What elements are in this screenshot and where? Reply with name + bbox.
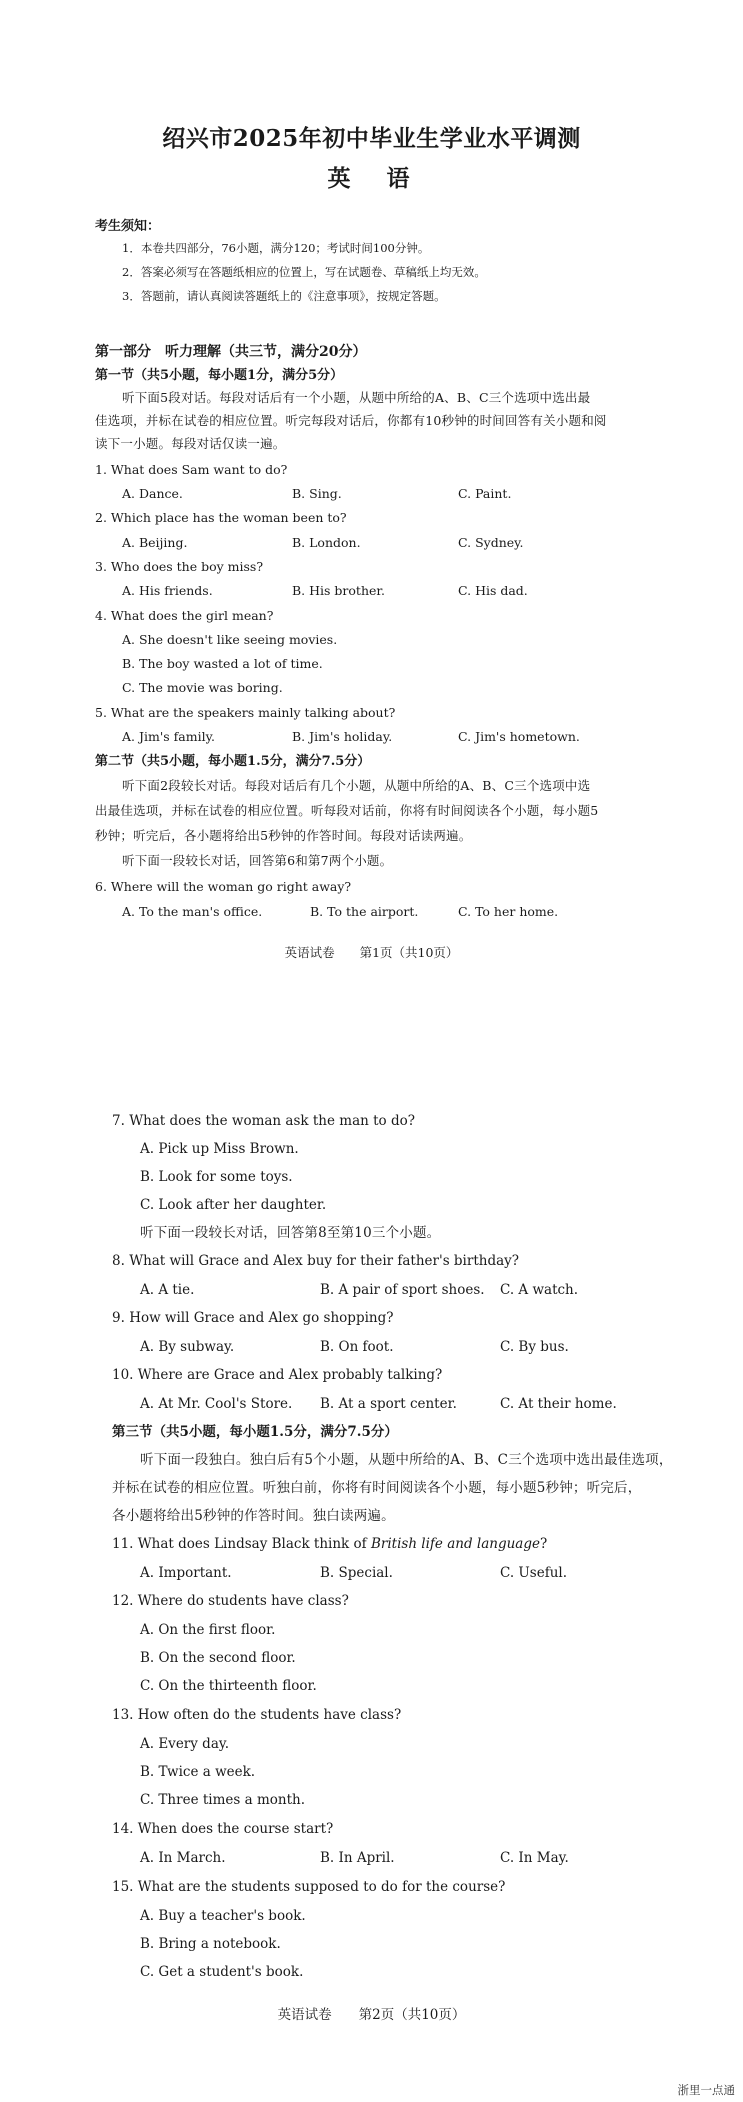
section2-instruction: 听下面2段较长对话。每段对话后有几个小题，从题中所给的A、B、C三个选项中选 [122, 778, 591, 793]
option-a: A. In March. [140, 1850, 226, 1866]
question-text: Where are Grace and Alex probably talking? [137, 1367, 443, 1383]
question [112, 1312, 394, 1326]
question-text: How will Grace and Alex go shopping? [129, 1310, 394, 1326]
question [95, 561, 263, 574]
option-b: B. A pair of sport shoes. [320, 1282, 485, 1298]
question-number: 1. [95, 462, 107, 477]
option-b: B. Jim's holiday. [292, 729, 393, 744]
question-number: 13. [112, 1707, 134, 1723]
option-b: B. To the airport. [310, 904, 419, 919]
exam-subject: 英语 [327, 165, 446, 192]
question-text: Who does the boy miss? [110, 559, 264, 574]
option-c: C. By bus. [500, 1339, 569, 1355]
option-b: B. At a sport center. [320, 1396, 457, 1412]
question-text: What does Sam want to do? [110, 462, 288, 477]
option-a: A. By subway. [140, 1339, 235, 1355]
option-b: B. In April. [320, 1850, 395, 1866]
question-number: 9. [112, 1310, 125, 1326]
option-c: C. Sydney. [458, 535, 524, 550]
question-text: Which place has the woman been to? [110, 510, 347, 525]
option-a: A. Beijing. [122, 535, 188, 550]
option-c: C. On the thirteenth floor. [140, 1678, 317, 1694]
option-a: A. Buy a teacher's book. [140, 1908, 306, 1924]
section2-instruction: 听下面一段较长对话，回答第6和第7两个小题。 [122, 853, 393, 868]
option-b: B. Sing. [292, 486, 342, 501]
question-number: 8. [112, 1253, 125, 1269]
question [95, 881, 351, 894]
option-c: C. His dad. [458, 583, 528, 598]
question [112, 1881, 505, 1895]
question-text: What are the students supposed to do for the course? [137, 1879, 506, 1895]
question [112, 1115, 415, 1129]
option-c: C. To her home. [458, 904, 559, 919]
notice-heading: 考生须知： [95, 219, 161, 234]
question-text-suffix: ? [539, 1536, 548, 1552]
question-number: 14. [112, 1821, 134, 1837]
option-c: C. Look after her daughter. [140, 1197, 327, 1213]
notice-item: 1．本卷共四部分，76小题，满分120；考试时间100分钟。 [122, 241, 430, 255]
option-b: B. Bring a notebook. [140, 1936, 281, 1952]
question-number: 11. [112, 1536, 134, 1552]
question-text: What will Grace and Alex buy for their father's birthday? [129, 1253, 520, 1269]
exam-title: 绍兴市2025年初中毕业生学业水平调测 [162, 125, 581, 152]
question-number: 5. [95, 705, 107, 720]
option-b: B. On foot. [320, 1339, 394, 1355]
question [95, 707, 395, 720]
section2-title: 第二节（共5小题，每小题1.5分，满分7.5分） [95, 754, 371, 769]
option-c: C. At their home. [500, 1396, 617, 1412]
option-c: C. Get a student's book. [140, 1964, 304, 1980]
question-number: 2. [95, 510, 107, 525]
option-c: C. In May. [500, 1850, 569, 1866]
option-b: B. Special. [320, 1565, 393, 1581]
notice-item: 3．答题前，请认真阅读答题纸上的《注意事项》，按规定答题。 [122, 289, 446, 303]
section1-title: 第一节（共5小题，每小题1分，满分5分） [95, 368, 344, 383]
option-c: C. Useful. [500, 1565, 568, 1581]
option-a: A. Every day. [140, 1736, 229, 1752]
option-b: B. On the second floor. [140, 1650, 296, 1666]
question [112, 1595, 349, 1609]
question [95, 464, 287, 477]
option-b: B. Look for some toys. [140, 1169, 293, 1185]
exam-page-2 [0, 1090, 743, 2102]
section3-title: 第三节（共5小题，每小题1.5分，满分7.5分） [112, 1424, 398, 1440]
question-text: Where do students have class? [137, 1593, 349, 1609]
page-footer: 英语试卷 第2页（共10页） [277, 2007, 466, 2023]
section1-instruction: 佳选项，并标在试卷的相应位置。听完每段对话后，你都有10秒钟的时间回答有关小题和阅 [95, 413, 607, 428]
section2-instruction: 出最佳选项，并标在试卷的相应位置。听每段对话前，你将有时间阅读各个小题，每小题5 [95, 803, 599, 818]
question [95, 610, 273, 623]
option-a: A. At Mr. Cool's Store. [140, 1396, 293, 1412]
option-b: B. London. [292, 535, 361, 550]
part1-title: 第一部分 听力理解（共三节，满分20分） [95, 344, 367, 360]
option-c: C. Jim's hometown. [458, 729, 580, 744]
section3-instruction: 听下面一段独白。独白后有5个小题，从题中所给的A、B、C三个选项中选出最佳选项， [140, 1452, 673, 1468]
question-number: 12. [112, 1593, 134, 1609]
option-b: B. Twice a week. [140, 1764, 256, 1780]
section2-instruction: 秒钟；听完后，各小题将给出5秒钟的作答时间。每段对话读两遍。 [95, 828, 472, 843]
question-text: What are the speakers mainly talking about? [110, 705, 396, 720]
option-a: A. Important. [140, 1565, 232, 1581]
option-a: A. To the man's office. [122, 904, 263, 919]
question-number: 3. [95, 559, 107, 574]
section1-instruction: 听下面5段对话。每段对话后有一个小题，从题中所给的A、B、C三个选项中选出最 [122, 390, 591, 405]
option-c: C. Three times a month. [140, 1792, 305, 1808]
section1-instruction: 读下一小题。每段对话仅读一遍。 [95, 436, 286, 451]
question-number: 7. [112, 1113, 125, 1129]
question-text-italic: British life and language [370, 1536, 540, 1552]
question [95, 512, 347, 525]
question-text: How often do the students have class? [137, 1707, 402, 1723]
question-text: What does Lindsay Black think of [137, 1536, 371, 1552]
option-a: A. On the first floor. [140, 1622, 276, 1638]
question [112, 1255, 519, 1269]
question-text: What does the girl mean? [110, 608, 274, 623]
question-text: When does the course start? [137, 1821, 334, 1837]
watermark: 浙里一点通 [677, 2083, 735, 2097]
question-text: Where will the woman go right away? [110, 879, 352, 894]
notice-item: 2．答案必须写在答题纸相应的位置上，写在试题卷、草稿纸上均无效。 [122, 265, 486, 279]
option-a: A. Jim's family. [122, 729, 215, 744]
option-a: A. Pick up Miss Brown. [140, 1141, 299, 1157]
option-b: B. The boy wasted a lot of time. [122, 656, 323, 671]
section2-note: 听下面一段较长对话，回答第8至第10三个小题。 [140, 1225, 441, 1241]
section3-instruction: 各小题将给出5秒钟的作答时间。独白读两遍。 [112, 1508, 395, 1524]
question [112, 1538, 547, 1552]
question-text: What does the woman ask the man to do? [129, 1113, 415, 1129]
question [112, 1709, 401, 1723]
question-number: 6. [95, 879, 107, 894]
option-a: A. A tie. [140, 1282, 195, 1298]
option-a: A. She doesn't like seeing movies. [122, 632, 338, 647]
section3-instruction: 并标在试卷的相应位置。听独白前，你将有时间阅读各个小题，每小题5秒钟；听完后， [112, 1480, 642, 1496]
question-number: 4. [95, 608, 107, 623]
option-a: A. Dance. [122, 486, 183, 501]
question [112, 1369, 442, 1383]
option-a: A. His friends. [122, 583, 213, 598]
option-c: C. Paint. [458, 486, 512, 501]
question-number: 10. [112, 1367, 134, 1383]
option-c: C. The movie was boring. [122, 680, 283, 695]
question-number: 15. [112, 1879, 134, 1895]
question [112, 1823, 333, 1837]
option-c: C. A watch. [500, 1282, 579, 1298]
option-b: B. His brother. [292, 583, 385, 598]
exam-page-1 [0, 0, 743, 980]
page-footer: 英语试卷 第1页（共10页） [284, 945, 459, 960]
